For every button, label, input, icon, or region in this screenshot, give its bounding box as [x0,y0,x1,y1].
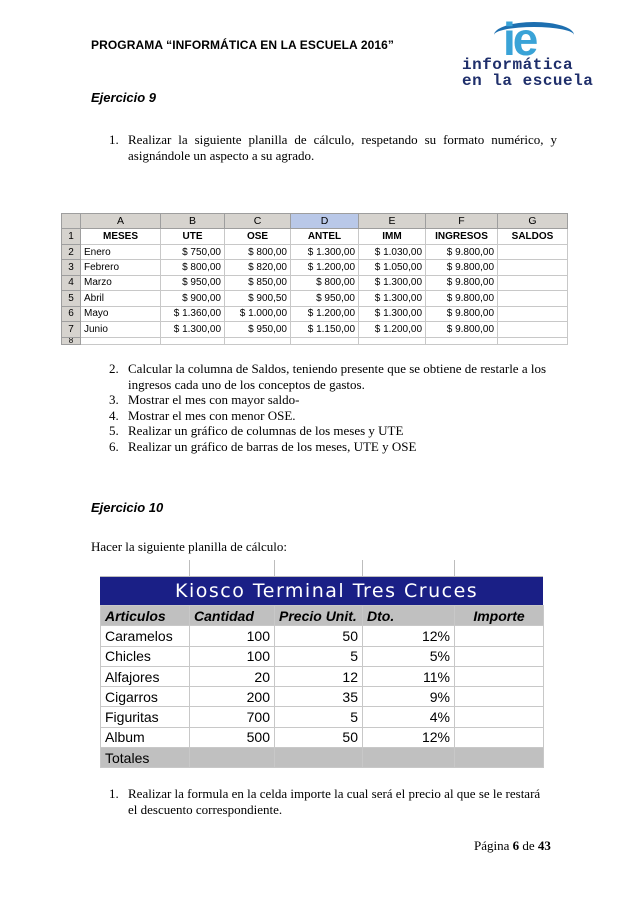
item-number: 4. [109,407,119,423]
cell[interactable] [161,337,225,345]
cell[interactable]: $ 9.800,00 [426,291,498,306]
cell[interactable]: $ 1.300,00 [359,306,426,321]
informatica-en-la-escuela-logo [456,12,618,92]
cell[interactable] [455,626,544,646]
cell[interactable] [81,337,161,345]
ejercicio-9-task-list [109,361,555,454]
footer-total-pages: 43 [537,838,551,853]
cell[interactable]: $ 9.800,00 [426,275,498,290]
logo-line2: en la escuela [462,72,594,90]
page-footer [474,838,551,854]
cell[interactable]: $ 850,00 [225,275,291,290]
cell[interactable]: $ 800,00 [291,275,359,290]
row-number[interactable]: 3 [62,260,81,275]
column-header-selected[interactable]: D [291,214,359,229]
instruction-item [109,132,557,163]
column-header[interactable]: G [498,214,568,229]
spreadsheet-gastos [61,213,568,345]
cell[interactable]: Figuritas [101,707,190,727]
header-cell[interactable]: Importe [455,606,544,626]
item-number: 1. [109,786,119,801]
item-text: Realizar la siguiente planilla de cálculo, respetando su formato numérico, y asignándole un aspecto a su agrado. [128,132,557,163]
ejercicio-10-heading: Ejercicio 10 [91,500,164,515]
column-header[interactable]: F [426,214,498,229]
cell[interactable]: $ 900,00 [161,291,225,306]
header-cell[interactable]: IMM [359,229,426,244]
logo-mark: ie [503,13,536,65]
cell[interactable]: $ 1.300,00 [359,291,426,306]
item-text: Realizar un gráfico de barras de los meses, UTE y OSE [128,438,417,454]
item-text: Realizar la formula en la celda importe la cual será el precio al que se le restará el descuento correspondiente. [128,786,541,817]
cell[interactable]: 700 [190,707,275,727]
table-row [101,727,544,747]
table-header-row [62,229,568,244]
grid-top-strip [100,560,543,577]
item-number: 1. [109,132,119,147]
cell[interactable]: $ 9.800,00 [426,306,498,321]
header-cell[interactable]: Precio Unit. [275,606,363,626]
cell[interactable] [498,322,568,337]
table-row [101,666,544,686]
cell[interactable]: $ 1.200,00 [291,260,359,275]
cell[interactable] [498,275,568,290]
table-row [101,707,544,727]
table-row [101,626,544,646]
cell[interactable]: $ 1.300,00 [359,275,426,290]
cell[interactable] [426,337,498,345]
cell[interactable]: 20 [190,666,275,686]
header-cell[interactable]: SALDOS [498,229,568,244]
cell[interactable]: $ 800,00 [161,260,225,275]
column-header[interactable]: A [81,214,161,229]
ejercicio-9-instruction-list [109,132,557,163]
cell[interactable] [225,337,291,345]
cell[interactable] [455,646,544,666]
item-text: Calcular la columna de Saldos, teniendo presente que se obtiene de restarle a los ingresos cada uno de los conceptos de gastos. [128,361,547,392]
cell[interactable]: Enero [81,244,161,259]
cell[interactable]: $ 1.030,00 [359,244,426,259]
cell[interactable]: $ 9.800,00 [426,260,498,275]
instruction-item [109,423,555,439]
grid-line [189,560,190,577]
header-cell[interactable]: INGRESOS [426,229,498,244]
kiosco-table [100,605,544,768]
row-number[interactable]: 6 [62,306,81,321]
cell[interactable]: Mayo [81,306,161,321]
cell[interactable]: 50 [275,626,363,646]
item-number: 2. [109,361,119,376]
cell[interactable]: 12% [363,727,455,747]
spreadsheet-kiosco [100,560,543,768]
header-cell[interactable]: OSE [225,229,291,244]
item-text: Realizar un gráfico de columnas de los meses y UTE [128,423,404,438]
cell[interactable]: Alfajores [101,666,190,686]
table-row [101,687,544,707]
cell[interactable] [455,707,544,727]
table-row [62,306,568,321]
cell[interactable] [498,291,568,306]
cell[interactable]: $ 750,00 [161,244,225,259]
cell[interactable]: 12% [363,626,455,646]
cell[interactable]: Album [101,727,190,747]
cell[interactable]: $ 1.200,00 [359,322,426,337]
column-header-row [62,214,568,229]
table-row [101,646,544,666]
cell[interactable]: 50 [275,727,363,747]
cell[interactable]: 12 [275,666,363,686]
ejercicio-10-instruction-list [109,786,549,817]
cell[interactable]: Cigarros [101,687,190,707]
cell[interactable]: $ 800,00 [225,244,291,259]
row-number[interactable]: 1 [62,229,81,244]
row-number[interactable]: 7 [62,322,81,337]
cell[interactable]: 9% [363,687,455,707]
row-number[interactable]: 4 [62,275,81,290]
cell[interactable]: 5 [275,646,363,666]
cell[interactable]: 35 [275,687,363,707]
cell[interactable]: $ 9.800,00 [426,244,498,259]
footer-page-number: 6 [512,838,520,853]
cell[interactable] [359,337,426,345]
item-text: Mostrar el mes con mayor saldo- [128,392,300,407]
cell[interactable]: $ 950,00 [161,275,225,290]
cell[interactable]: 11% [363,666,455,686]
table-row [62,260,568,275]
cell[interactable]: $ 1.300,00 [291,244,359,259]
cell[interactable]: 200 [190,687,275,707]
footer-prefix: Página [474,838,510,853]
cell[interactable] [498,244,568,259]
cell[interactable]: $ 1.300,00 [161,322,225,337]
table-row [62,322,568,337]
cell[interactable] [275,748,363,768]
header-cell[interactable]: Cantidad [190,606,275,626]
cell[interactable]: 100 [190,646,275,666]
cell[interactable]: Marzo [81,275,161,290]
cell[interactable]: $ 950,00 [291,291,359,306]
cell[interactable] [498,337,568,345]
cell[interactable]: $ 900,50 [225,291,291,306]
cell[interactable] [291,337,359,345]
totals-row [101,748,544,768]
cell[interactable]: Caramelos [101,626,190,646]
cell[interactable]: $ 820,00 [225,260,291,275]
table-row [62,337,568,345]
cell[interactable] [498,306,568,321]
grid-line [454,560,455,577]
cell[interactable]: $ 1.360,00 [161,306,225,321]
cell[interactable]: Febrero [81,260,161,275]
item-number: 3. [109,392,119,407]
item-text: Mostrar el mes con menor OSE. [128,407,296,423]
cell[interactable]: Chicles [101,646,190,666]
cell[interactable]: 500 [190,727,275,747]
instruction-item [109,361,555,392]
logo-line1: informática [462,56,574,74]
cell[interactable]: 4% [363,707,455,727]
header-cell[interactable]: ANTEL [291,229,359,244]
column-header[interactable]: B [161,214,225,229]
cell[interactable] [190,748,275,768]
cell[interactable] [455,687,544,707]
table-header-row [101,606,544,626]
cell[interactable]: $ 1.050,00 [359,260,426,275]
page-header-title: PROGRAMA “INFORMÁTICA EN LA ESCUELA 2016” [91,38,395,52]
header-cell[interactable]: Dto. [363,606,455,626]
cell[interactable]: Abril [81,291,161,306]
cell[interactable]: $ 1.200,00 [291,306,359,321]
table-row [62,244,568,259]
item-number: 5. [109,423,119,438]
table-row [62,275,568,290]
cell[interactable]: 100 [190,626,275,646]
ejercicio-9-heading: Ejercicio 9 [91,90,157,105]
row-number[interactable]: 8 [62,337,81,345]
ejercicio-10-intro: Hacer la siguiente planilla de cálculo: [91,539,287,554]
header-cell[interactable]: UTE [161,229,225,244]
cell[interactable] [455,748,544,768]
cell[interactable]: $ 950,00 [225,322,291,337]
row-number[interactable]: 5 [62,291,81,306]
kiosco-banner-title[interactable]: Kiosco Terminal Tres Cruces [100,577,543,605]
cell[interactable]: Junio [81,322,161,337]
column-header[interactable]: C [225,214,291,229]
footer-mid: de [522,838,535,853]
instruction-item [109,408,555,424]
cell[interactable]: $ 1.150,00 [291,322,359,337]
grid-line [362,560,363,577]
cell[interactable]: 5% [363,646,455,666]
cell[interactable] [455,727,544,747]
instruction-item [109,392,555,408]
cell[interactable] [498,260,568,275]
cell[interactable] [455,666,544,686]
cell[interactable]: 5 [275,707,363,727]
instruction-item [109,786,549,817]
item-number: 6. [109,438,119,454]
cell[interactable]: $ 1.000,00 [225,306,291,321]
header-cell[interactable]: MESES [81,229,161,244]
row-number[interactable]: 2 [62,244,81,259]
column-header[interactable]: E [359,214,426,229]
cell[interactable]: $ 9.800,00 [426,322,498,337]
header-cell[interactable]: Articulos [101,606,190,626]
totals-label[interactable]: Totales [101,748,190,768]
table-row [62,291,568,306]
cell[interactable] [363,748,455,768]
grid-line [274,560,275,577]
instruction-item [109,439,555,455]
corner-cell[interactable] [62,214,81,229]
